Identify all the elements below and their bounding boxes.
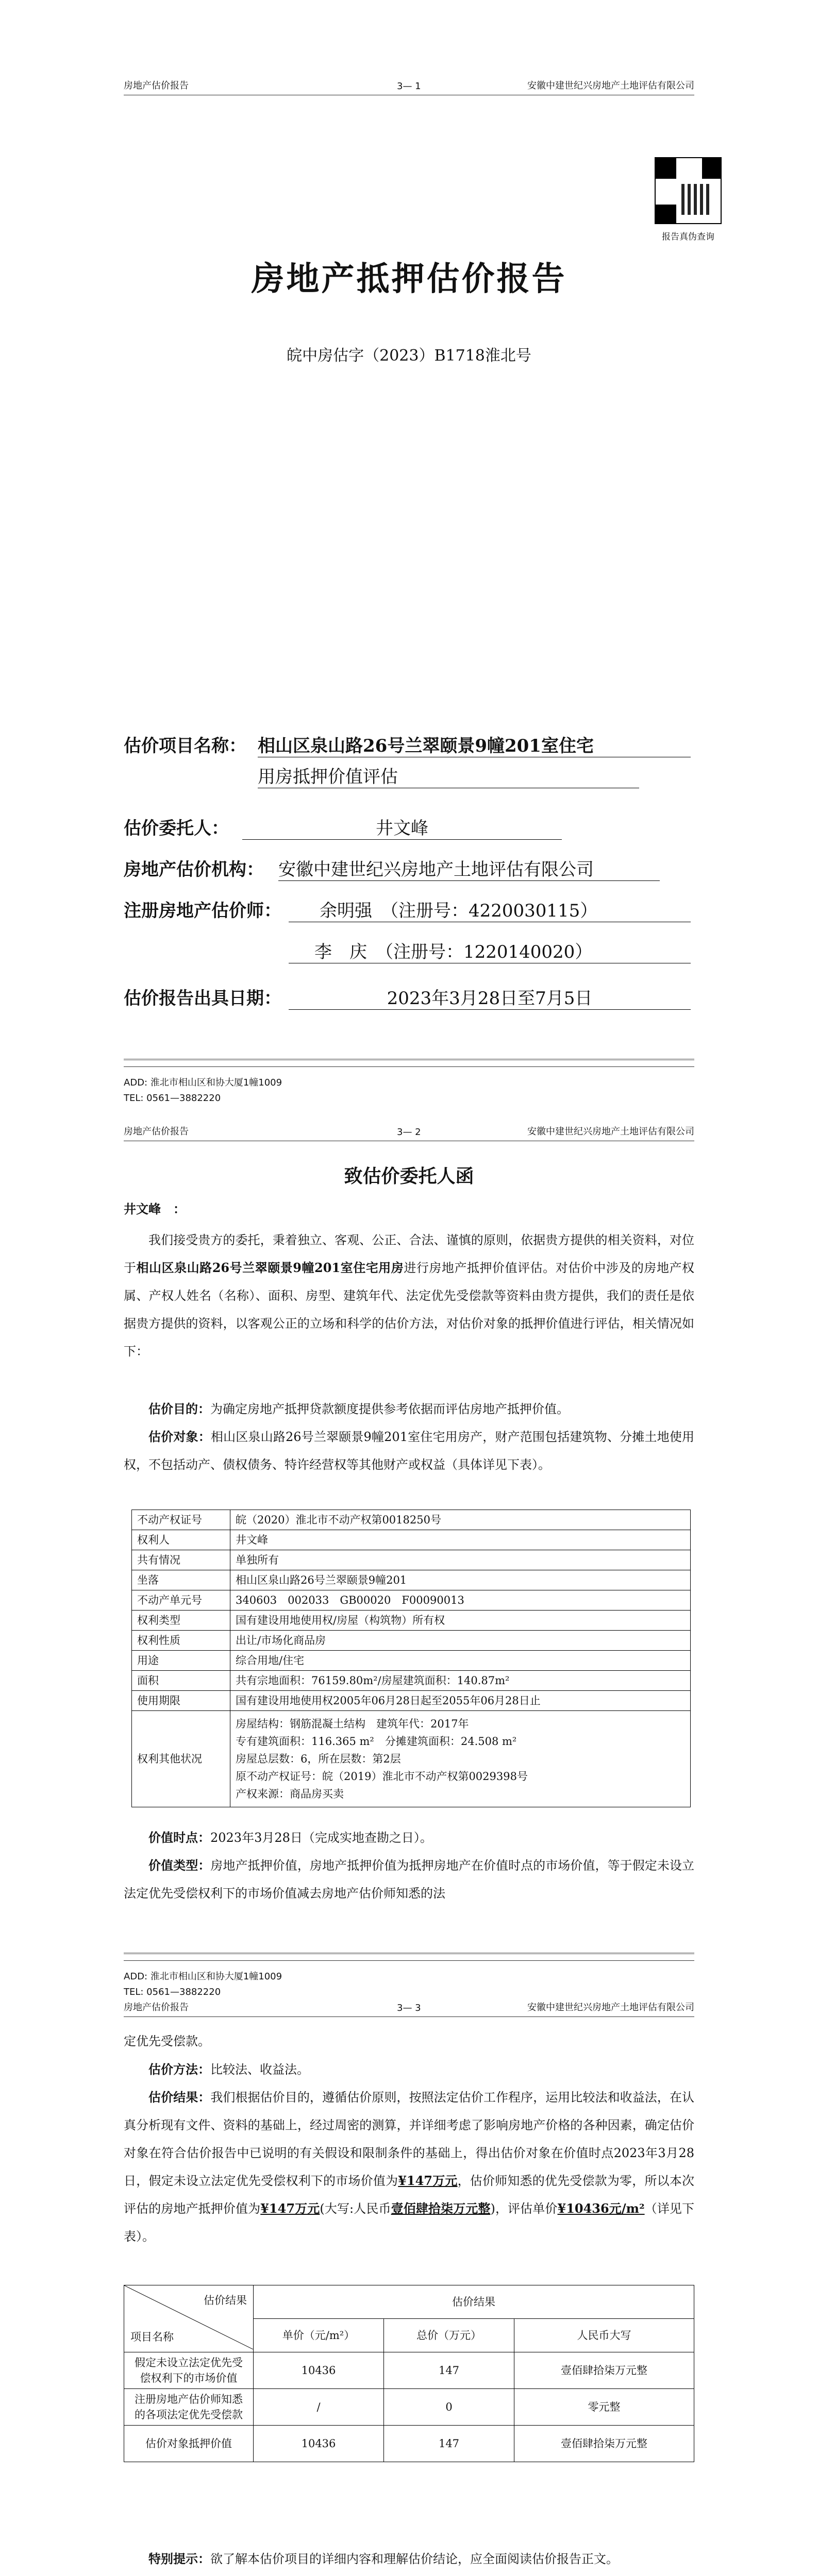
cover-page [0, 0, 818, 1104]
table-cell: 零元整 [514, 2389, 694, 2426]
table-cell-value: 出让/市场化商品房 [230, 1631, 691, 1651]
table-row [132, 1550, 691, 1570]
table-cell-key: 使用期限 [132, 1691, 230, 1711]
header-left: 房地产估价报告 [124, 80, 189, 91]
table-cell-value: 共有宗地面积：76159.80m²/房屋建筑面积：140.87m² [230, 1671, 691, 1691]
page-header [124, 77, 694, 95]
table-cell-value: 单独所有 [230, 1550, 691, 1570]
intro-paragraph [124, 1226, 694, 1365]
row-label: 注册房地产估价师知悉的各项法定优先受偿款 [124, 2389, 254, 2426]
client-name: 井文峰 [242, 814, 562, 840]
table-cell-value [230, 1711, 691, 1807]
row-label: 估价对象抵押价值 [124, 2426, 254, 2462]
table-row [124, 2389, 694, 2426]
table-cell-value: 国有建设用地使用权2005年06月28日起至2055年06月28日止 [230, 1691, 691, 1711]
table-cell-key: 权利其他状况 [132, 1711, 230, 1807]
org-name: 安徽中建世纪兴房地产土地评估有限公司 [278, 855, 660, 881]
project-name-line2: 用房抵押价值评估 [258, 762, 639, 788]
table-cell-key: 面积 [132, 1671, 230, 1691]
mortgage-value: ¥147万元 [260, 2201, 320, 2216]
value-type-text: 房地产抵押价值，房地产抵押价值为抵押房地产在价值时点的市场价值，等于假定未设立法定优先受偿权利下的市场价值减去房地产估价师知悉的法 [124, 1858, 695, 1901]
table-cell: 10436 [254, 2352, 384, 2389]
table-cell-value: 相山区泉山路26号兰翠颐景9幢201 [230, 1570, 691, 1590]
project-name-line1: 相山区泉山路26号兰翠颐景9幢201室住宅 [258, 732, 691, 757]
method-text: 比较法、收益法。 [210, 2062, 309, 2077]
valuation-table [124, 2285, 694, 2462]
table-header-row [124, 2285, 694, 2319]
table-cell-key: 不动产单元号 [132, 1590, 230, 1611]
table-cell-value: 井文峰 [230, 1530, 691, 1550]
purpose-text: 为确定房地产抵押贷款额度提供参考依据而评估房地产抵押价值。 [210, 1402, 569, 1416]
value-type-label: 价值类型： [148, 1858, 211, 1873]
divider [124, 1953, 694, 1954]
diag-top-label: 估价结果 [204, 2294, 247, 2307]
table-cell-key: 权利性质 [132, 1631, 230, 1651]
table-row [132, 1570, 691, 1590]
letter-page-2 [0, 1999, 818, 2576]
value-in-words: 壹佰肆拾柒万元整 [391, 2201, 491, 2216]
table-cell: 壹佰肆拾柒万元整 [514, 2352, 694, 2389]
page-header [124, 1999, 694, 2017]
table-row [132, 1510, 691, 1530]
table-cell-key: 用途 [132, 1651, 230, 1671]
table-cell-value: 皖（2020）淮北市不动产权第0018250号 [230, 1510, 691, 1530]
intro-text-a: 我们接受贵方的委托，秉着独立、客观、公正、合法、谨慎的原则，依据贵方提供的相关资料，对位于 [124, 1233, 694, 1275]
table-cell: 10436 [254, 2426, 384, 2462]
diag-bottom-label: 项目名称 [130, 2331, 174, 2343]
footer-address: ADD: 淮北市相山区和协大厦1幢1009 [124, 1971, 282, 1982]
market-value: ¥147万元 [398, 2173, 458, 2188]
page-footer [124, 1960, 694, 2000]
object-label: 估价对象： [148, 1429, 211, 1444]
purpose-label: 估价目的： [148, 1401, 210, 1416]
footer-tel: TEL: 0561—3882220 [124, 1987, 221, 1997]
client-label: 估价委托人： [124, 818, 229, 839]
table-row [124, 2426, 694, 2462]
object-paragraph [124, 1423, 694, 1479]
table-cell: 147 [384, 2426, 514, 2462]
letter-page-1 [0, 1108, 818, 2133]
qr-caption: 报告真伪查询 [662, 232, 714, 242]
table-cell-key: 不动产权证号 [132, 1510, 230, 1530]
result-text-e: （详见下表）。 [124, 2201, 695, 2244]
object-text: 相山区泉山路26号兰翠颐景9幢201室住宅用房产，财产范围包括建筑物、分摊土地使用权，不包括动产、债权债务、特许经营权等其他财产或权益（具体详见下表）。 [124, 1430, 695, 1472]
header-left: 房地产估价报告 [124, 1126, 189, 1137]
unit-price: ¥10436元/m² [557, 2201, 645, 2216]
purpose-paragraph [124, 1395, 694, 1423]
table-cell-value: 综合用地/住宅 [230, 1651, 691, 1671]
other-status-line: 原不动产权证号：皖（2019）淮北市不动产权第0029398号 [236, 1770, 528, 1783]
header-page-number: 3— 1 [397, 81, 421, 92]
header-right: 安徽中建世纪兴房地产土地评估有限公司 [527, 2002, 694, 2013]
table-cell: 147 [384, 2352, 514, 2389]
value-time-text: 2023年3月28日（完成实地查勘之日）。 [210, 1831, 432, 1845]
unit-price-header: 单价（元/m²） [254, 2319, 384, 2352]
table-row [132, 1711, 691, 1807]
table-cell: 壹佰肆拾柒万元整 [514, 2426, 694, 2462]
method-paragraph [124, 2056, 694, 2083]
table-row [132, 1530, 691, 1550]
table-cell-key: 坐落 [132, 1570, 230, 1590]
rmb-words-header: 人民币大写 [514, 2319, 694, 2352]
header-right: 安徽中建世纪兴房地产土地评估有限公司 [527, 1126, 694, 1137]
qr-code-icon[interactable] [655, 157, 722, 224]
value-type-cont: 定优先受偿款。 [124, 2034, 210, 2048]
table-cell: 0 [384, 2389, 514, 2426]
result-text-d: )，评估单价 [490, 2201, 558, 2216]
report-title: 房地产抵押估价报告 [251, 260, 567, 298]
other-status-line: 房屋结构：钢筋混凝土结构 建筑年代：2017年 [236, 1718, 469, 1730]
property-table [131, 1510, 691, 1807]
other-status-line: 房屋总层数：6，所在层数：第2层 [236, 1753, 401, 1765]
table-cell-key: 权利人 [132, 1530, 230, 1550]
report-number: 皖中房估字（2023）B1718淮北号 [287, 347, 531, 365]
letter-title: 致估价委托人函 [344, 1165, 474, 1187]
intro-text-c: 进行房地产抵押价值评估。对估价中涉及的房地产权属、产权人姓名（名称）、面积、房型、建筑年代、法定优先受偿款等资料由贵方提供，我们的责任是依据贵方提供的资料，以客观公正的立场和科学的估价方法，对估价对象的抵押价值进行评估，相关情况如下： [124, 1261, 695, 1359]
method-label: 估价方法： [148, 2062, 210, 2077]
note-paragraph [124, 2545, 694, 2573]
table-row [124, 2352, 694, 2389]
value-type-paragraph [124, 1852, 694, 1907]
table-cell: / [254, 2389, 384, 2426]
org-label: 房地产估价机构： [124, 859, 264, 880]
appraiser-2: 李 庆 （注册号：1220140020） [289, 938, 691, 963]
row-label: 假定未设立法定优先受偿权利下的市场价值 [124, 2352, 254, 2389]
project-label: 估价项目名称： [124, 736, 246, 756]
header-left: 房地产估价报告 [124, 2002, 189, 2013]
result-label: 估价结果： [148, 2090, 211, 2105]
divider [124, 1059, 694, 1060]
intro-property: 相山区泉山路26号兰翠颐景9幢201室住宅用房 [136, 1260, 404, 1275]
table-row [132, 1631, 691, 1651]
salutation: 井文峰 ： [124, 1201, 186, 1216]
diagonal-header-cell [124, 2285, 254, 2352]
table-row [132, 1651, 691, 1671]
table-row [132, 1691, 691, 1711]
note-label: 特别提示： [148, 2551, 210, 2566]
table-cell-key: 权利类型 [132, 1611, 230, 1631]
result-text-b: ，估价师知悉的优先受偿款为零，所以本次评估的房地产抵押价值为 [124, 2174, 695, 2216]
other-status-line: 专有建筑面积：116.365 m² 分摊建筑面积：24.508 m² [236, 1735, 517, 1748]
value-time-label: 价值时点： [148, 1830, 210, 1845]
other-status-line: 产权来源：商品房买卖 [236, 1788, 344, 1800]
report-date: 2023年3月28日至7月5日 [289, 984, 691, 1010]
result-column-header: 估价结果 [254, 2285, 694, 2319]
page-header [124, 1123, 694, 1141]
header-page-number: 3— 3 [397, 2003, 421, 2013]
table-row [132, 1611, 691, 1631]
table-cell-value: 340603 002033 GB00020 F00090013 [230, 1590, 691, 1611]
result-paragraph [124, 2083, 694, 2250]
report-date-label: 估价报告出具日期： [124, 988, 281, 1009]
appraiser-1: 余明强 （注册号：4220030115） [289, 896, 691, 922]
header-right: 安徽中建世纪兴房地产土地评估有限公司 [527, 80, 694, 91]
appraiser-label: 注册房地产估价师： [124, 901, 281, 921]
footer-address: ADD: 淮北市相山区和协大厦1幢1009 [124, 1077, 282, 1088]
table-row [132, 1671, 691, 1691]
footer-tel: TEL: 0561—3882220 [124, 1093, 221, 1104]
page-footer [124, 1066, 694, 1106]
table-cell-key: 共有情况 [132, 1550, 230, 1570]
header-page-number: 3— 2 [397, 1127, 421, 1138]
result-text-c: (大写:人民币 [320, 2201, 391, 2216]
total-price-header: 总价（万元） [384, 2319, 514, 2352]
value-time-paragraph [124, 1824, 694, 1852]
table-row [132, 1590, 691, 1611]
note-text: 欲了解本估价项目的详细内容和理解估价结论，应全面阅读估价报告正文。 [210, 2552, 619, 2566]
table-cell-value: 国有建设用地使用权/房屋（构筑物）所有权 [230, 1611, 691, 1631]
result-text-a: 我们根据估价目的，遵循估价原则，按照法定估价工作程序，运用比较法和收益法，在认真分析现有文件、资料的基础上，经过周密的测算，并详细考虑了影响房地产价格的各种因素，确定估价对象在符合估价报告中已说明的有关假设和限制条件的基础上，得出估价对象在价值时点2023年3月28日，假定未设立法定优先受偿权利下的市场价值为 [124, 2090, 695, 2188]
